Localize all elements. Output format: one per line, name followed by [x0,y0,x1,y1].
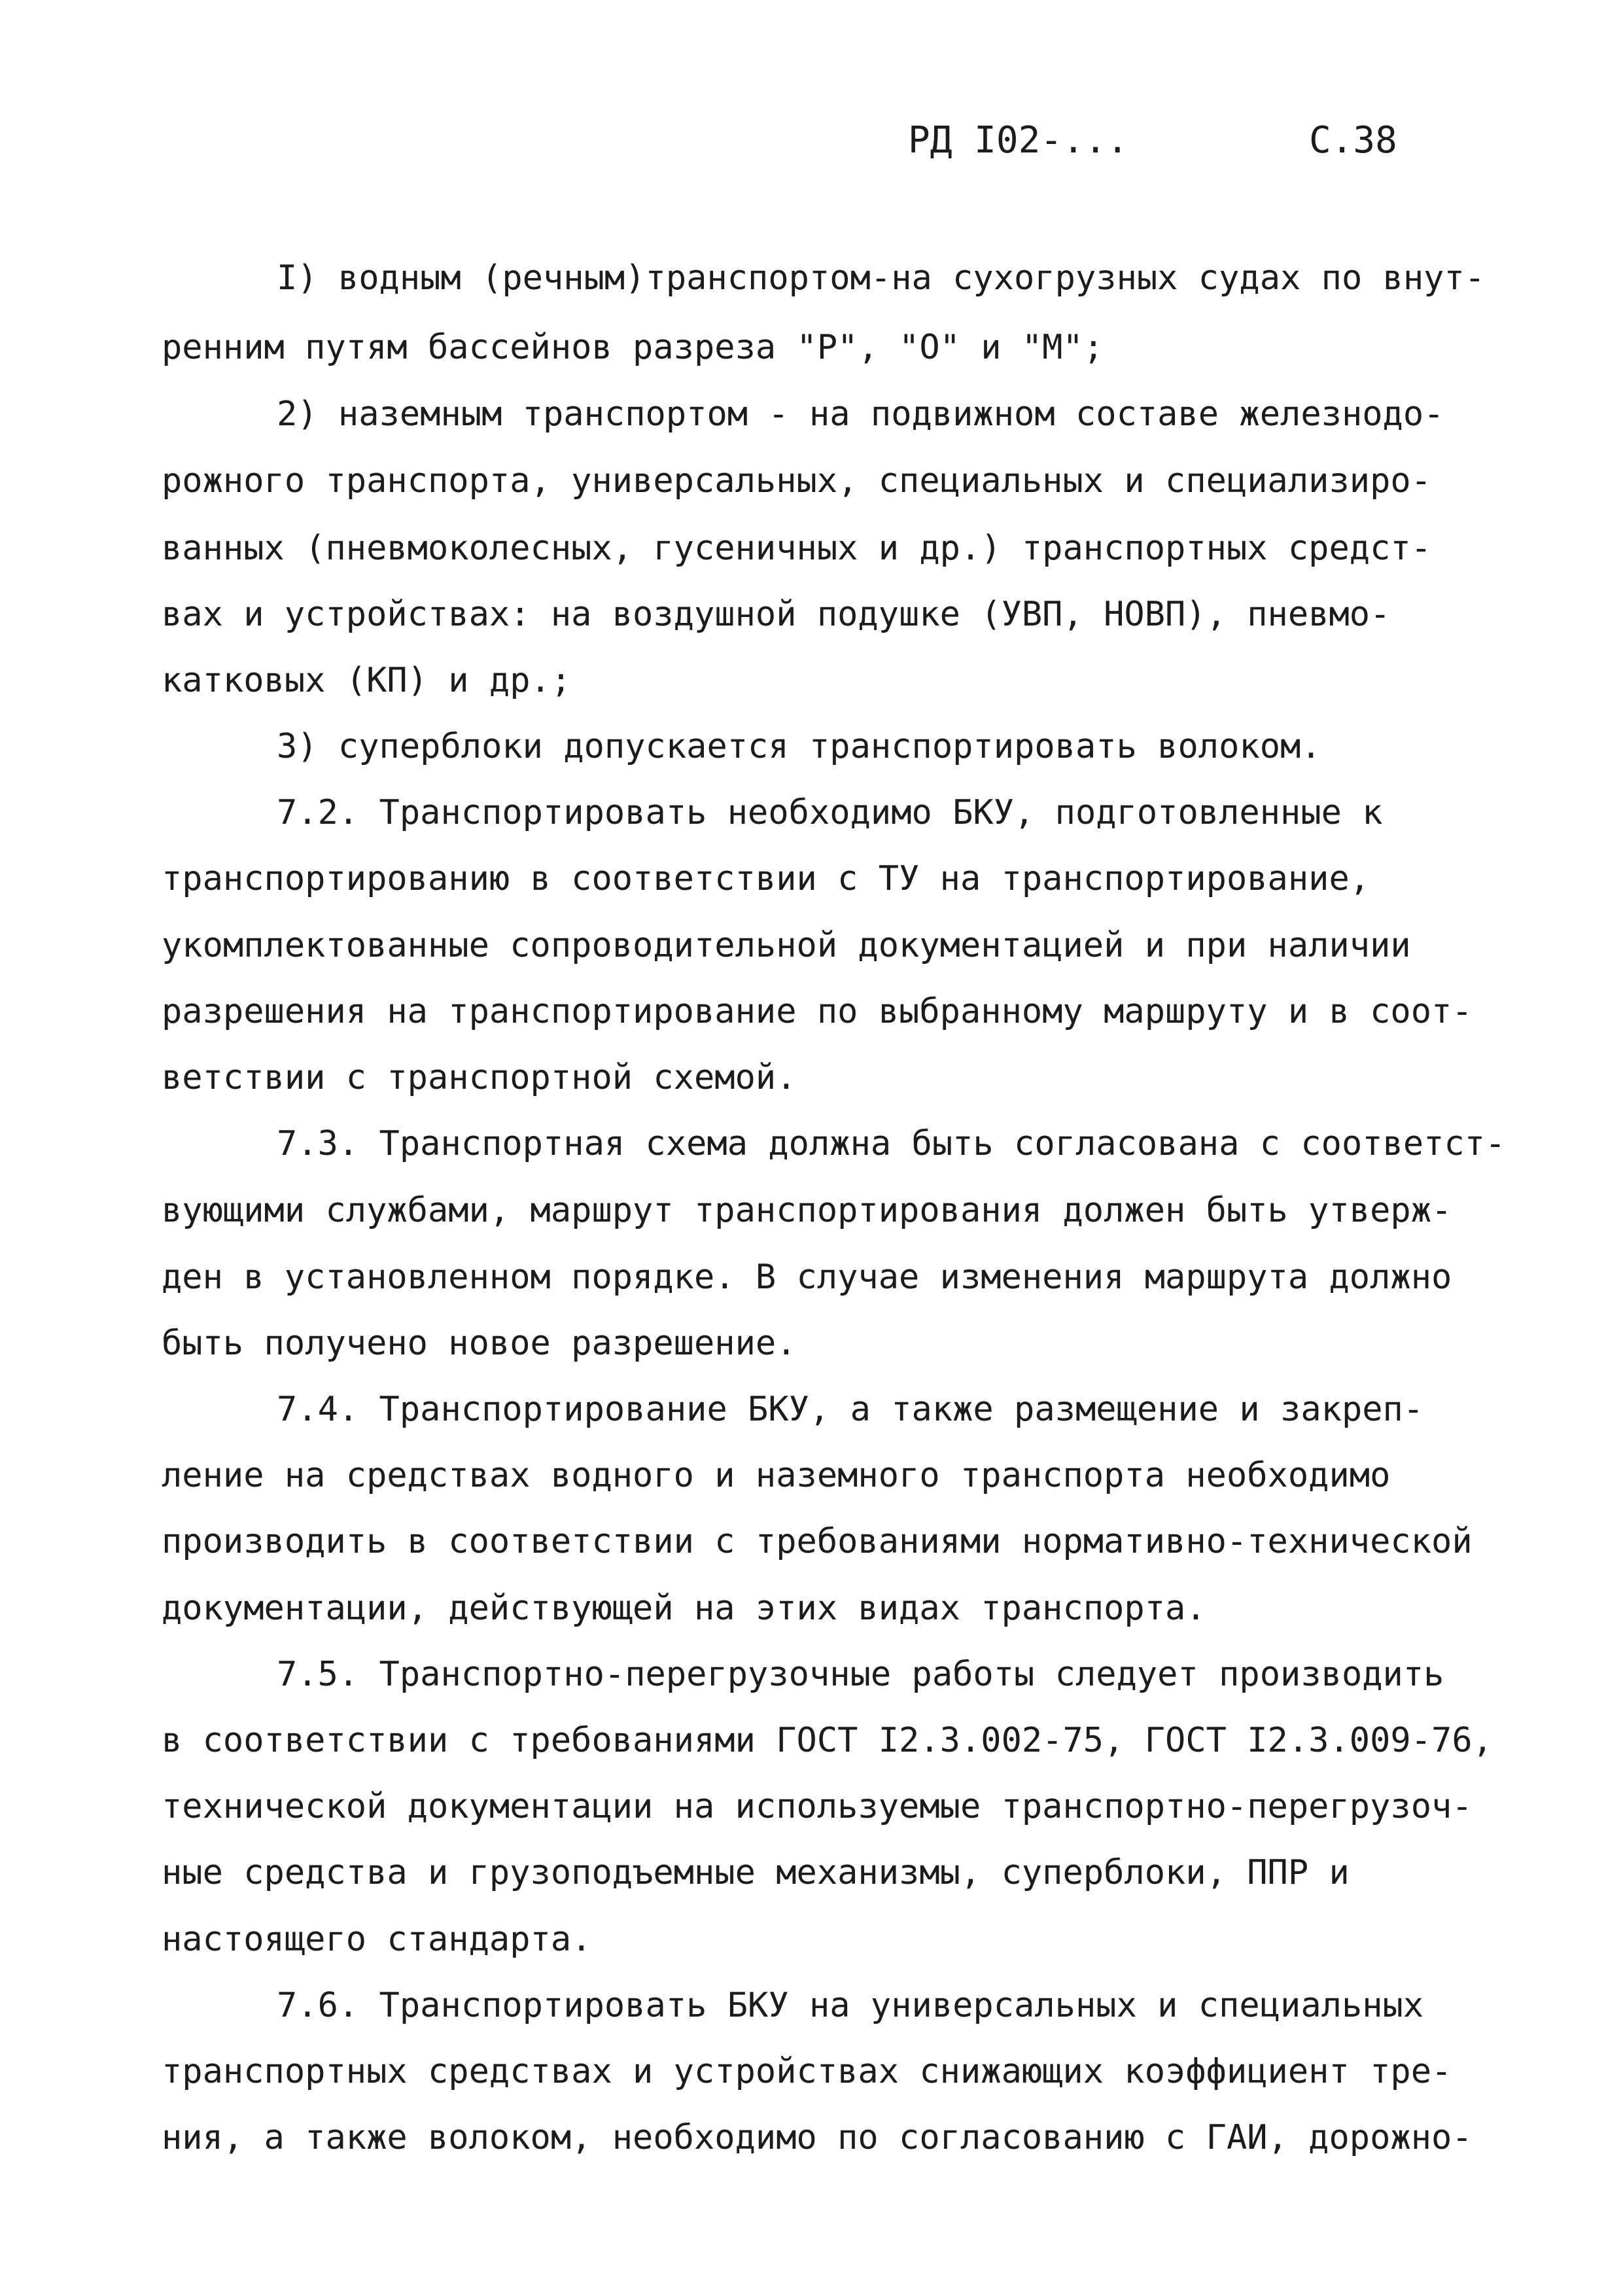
text-line: 7.4. Транспортирование БКУ, а также размещение и закреп- [277,1390,1424,1429]
text-line: транспортных средствах и устройствах снижающих коэффициент тре- [162,2052,1452,2091]
text-line: рожного транспорта, универсальных, специальных и специализиро- [162,461,1432,501]
text-line: вах и устройствах: на воздушной подушке (УВП, НОВП), пневмо- [162,595,1391,634]
text-line: 3) суперблоки допускается транспортировать волоком. [277,727,1321,766]
text-line: настоящего стандарта. [162,1920,592,1959]
text-line: ренним путям бассейнов разреза "Р", "О" и "М"; [162,328,1104,367]
text-line: производить в соответствии с требованиями нормативно-технической [162,1522,1473,1561]
text-line: ванных (пневмоколесных, гусеничных и др.) транспортных средст- [162,529,1432,568]
text-line: ление на средствах водного и наземного транспорта необходимо [162,1456,1391,1495]
text-line: 7.5. Транспортно-перегрузочные работы следует производить [277,1655,1444,1694]
text-line: документации, действующей на этих видах транспорта. [162,1589,1206,1628]
page-number: С.38 [1309,119,1397,162]
text-line: ные средства и грузоподъемные механизмы, суперблоки, ППР и [162,1853,1350,1892]
text-line: быть получено новое разрешение. [162,1324,797,1363]
text-line: в соответствии с требованиями ГОСТ I2.3.002-75, ГОСТ I2.3.009-76, [162,1721,1493,1760]
text-line: технической документации на используемые транспортно-перегрузоч- [162,1787,1473,1826]
text-line: укомплектованные сопроводительной документацией и при наличии [162,926,1411,965]
text-line: 2) наземным транспортом - на подвижном составе железнодо- [277,395,1444,434]
text-line: I) водным (речным)транспортом-на сухогрузных судах по внут- [277,258,1486,298]
text-line: вующими службами, маршрут транспортирования должен быть утверж- [162,1191,1452,1230]
text-line: транспортированию в соответствии с ТУ на транспортирование, [162,859,1370,898]
text-line: разрешения на транспортирование по выбранному маршруту и в соот- [162,992,1473,1031]
text-line: 7.3. Транспортная схема должна быть согласована с соответст- [277,1124,1506,1163]
text-line: катковых (КП) и др.; [162,661,572,700]
text-line: ветствии с транспортной схемой. [162,1058,797,1097]
text-line: 7.6. Транспортировать БКУ на универсальных и специальных [277,1986,1424,2025]
document-number: РД I02-... [908,119,1129,162]
text-line: ния, а также волоком, необходимо по согласованию с ГАИ, дорожно- [162,2118,1473,2157]
text-line: ден в установленном порядке. В случае изменения маршрута должно [162,1258,1452,1297]
text-line: 7.2. Транспортировать необходимо БКУ, подготовленные к [277,793,1383,832]
